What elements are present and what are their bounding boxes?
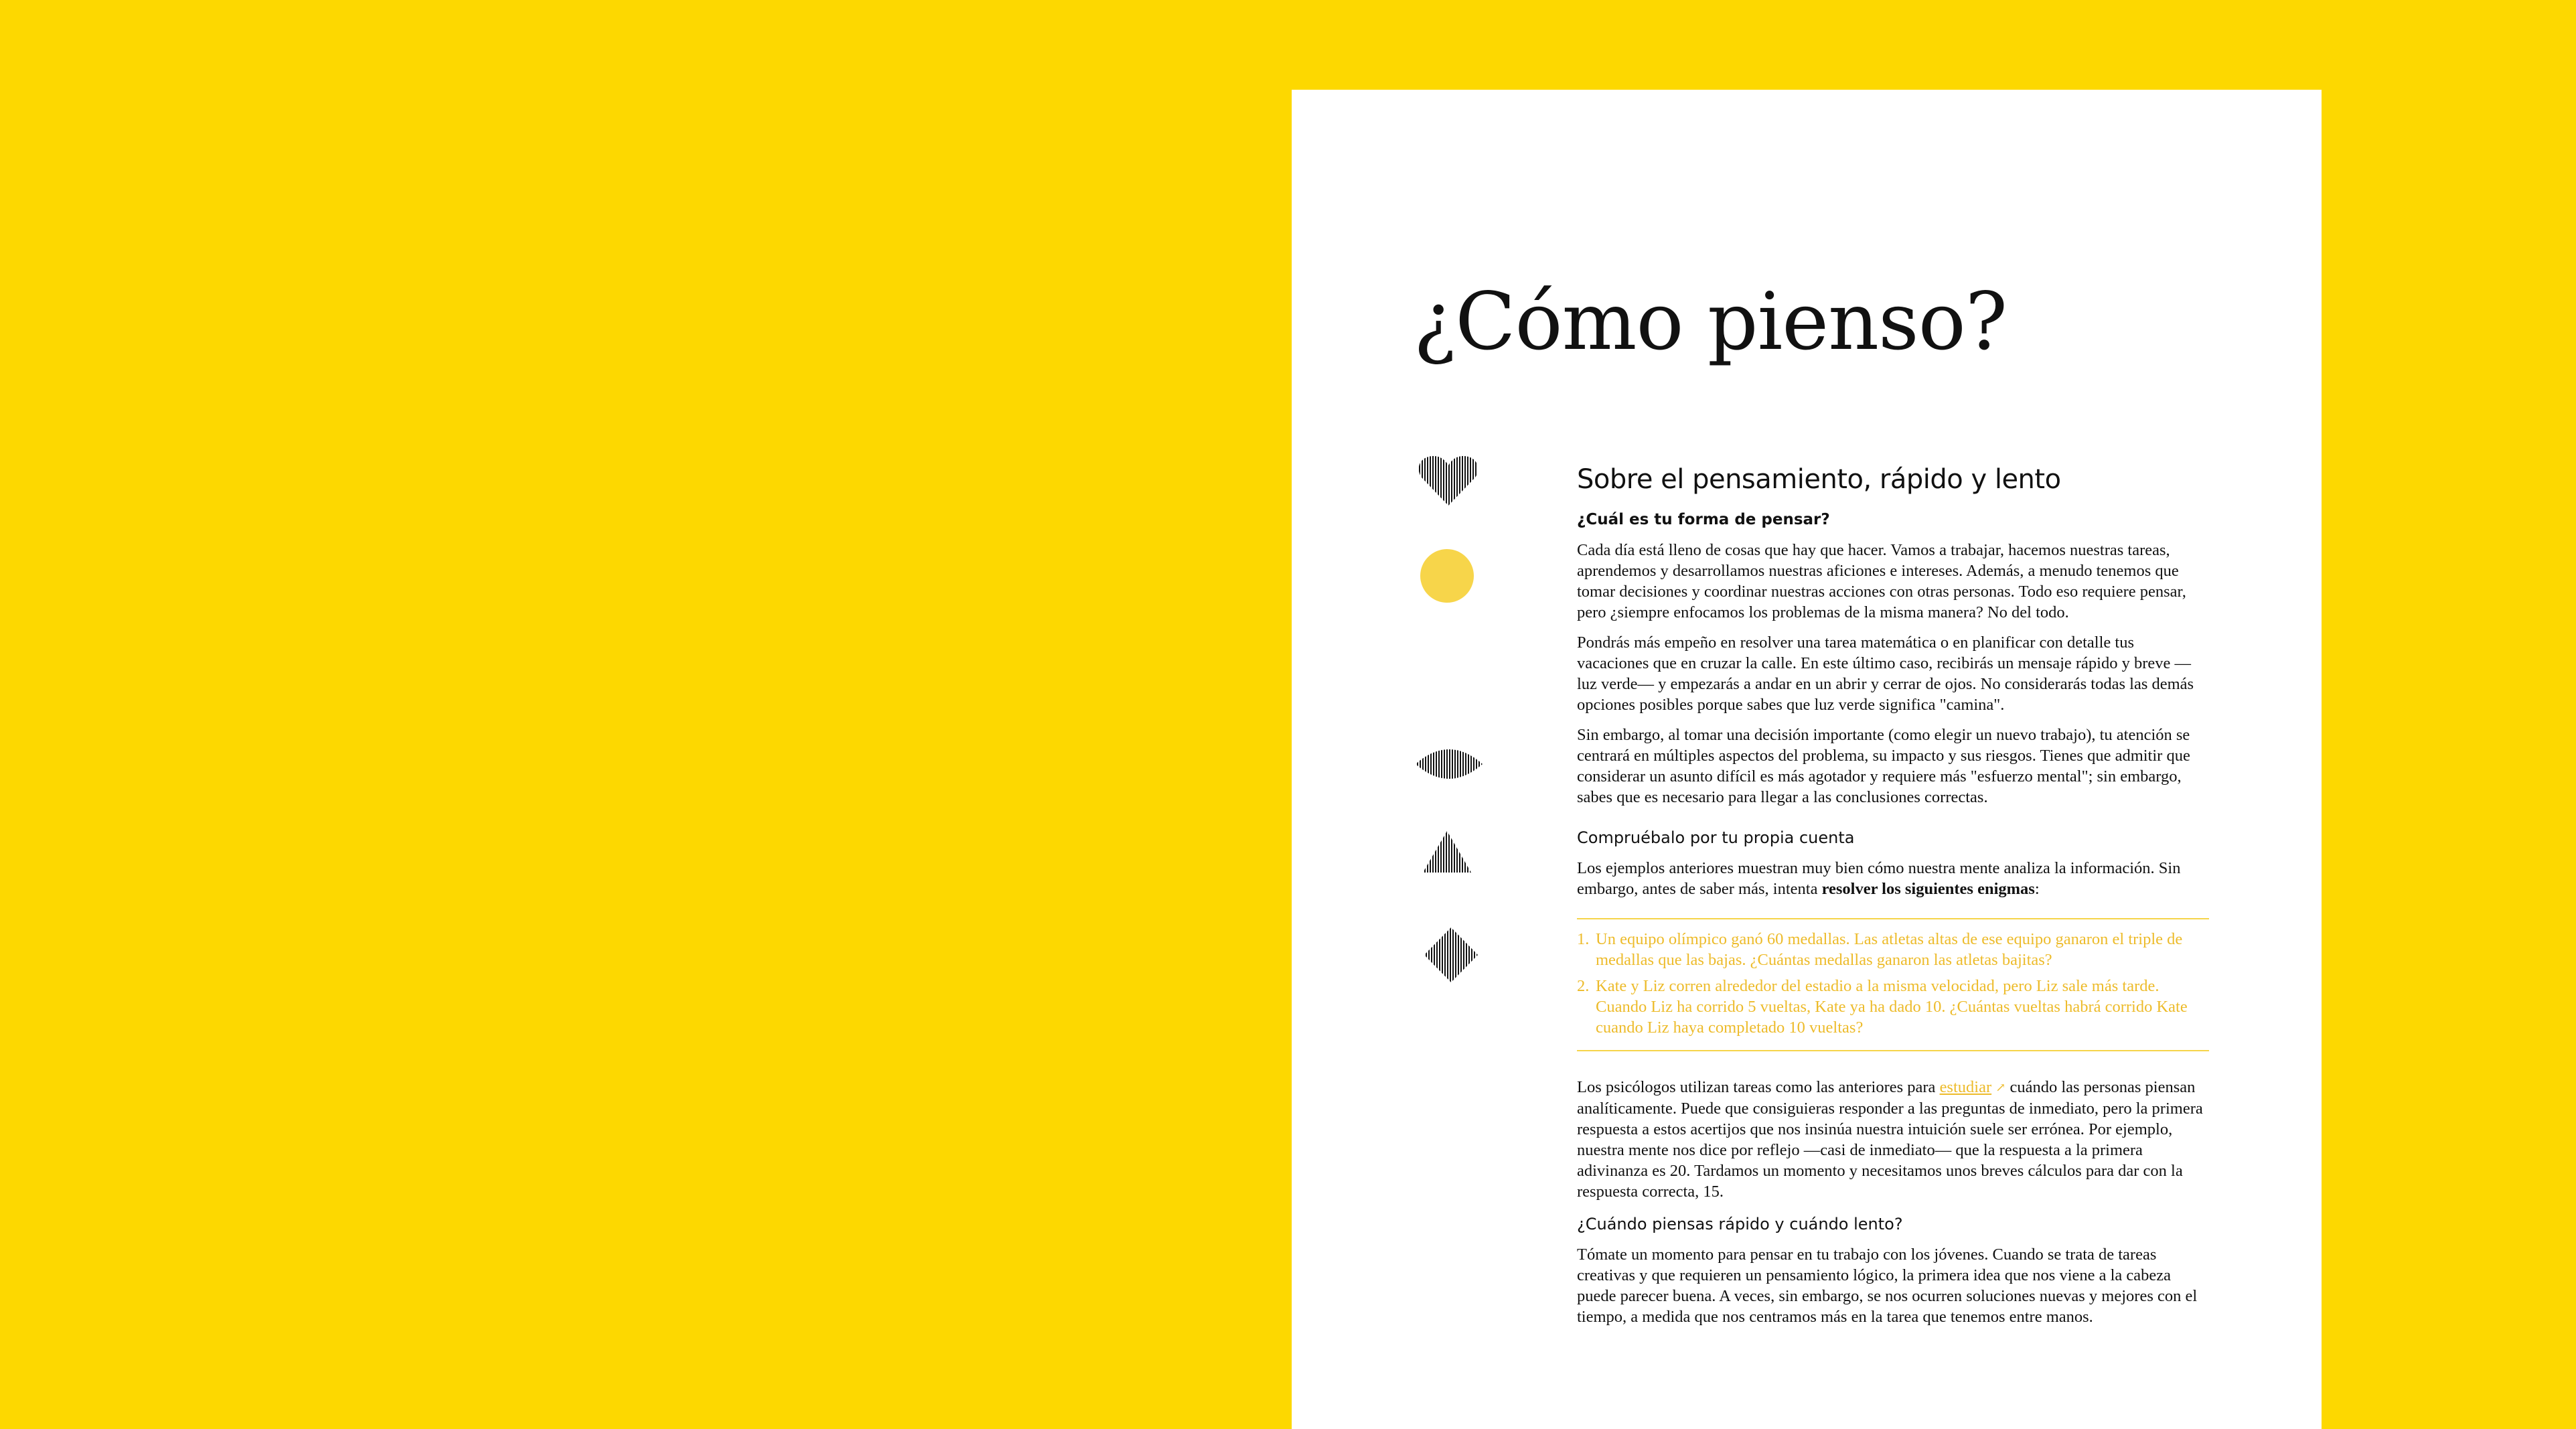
- riddle-text: Un equipo olímpico ganó 60 medallas. Las atletas altas de ese equipo ganaron el triple de medallas que las bajas. ¿Cuántas medallas ganaron las atletas bajitas?: [1596, 930, 2183, 970]
- striped-eye-icon: [1414, 743, 1484, 785]
- external-link-icon[interactable]: ↗: [1995, 1081, 2006, 1095]
- yellow-circle-icon: [1420, 548, 1474, 603]
- riddle-item: [1577, 929, 2209, 970]
- study-link[interactable]: estudiar: [1939, 1078, 1992, 1097]
- psych-text-before: Los psicólogos utilizan tareas como las anteriores para: [1577, 1078, 1940, 1097]
- psychologists-paragraph: [1577, 1077, 2209, 1202]
- psych-text-after: cuándo las personas piensan analíticamente. Puede que consiguieras responder a las preguntas de inmediato, pero la primera respuesta a estos acertijos que nos insinúa nuestra intuición suele ser errónea. Por ejemplo, nuestra mente nos dice por reflejo —casi de inmediato— que la respuesta a la primera adivinanza es 20. Tardamos un momento y necesitamos unos breves cálculos para dar con la respuesta correcta, 15.: [1577, 1078, 2203, 1201]
- check-end: :: [2034, 880, 2040, 899]
- check-paragraph: [1577, 858, 2209, 899]
- riddle-text: Kate y Liz corren alrededor del estadio a la misma velocidad, pero Liz sale más tarde. Cuando Liz ha corrido 5 vueltas, Kate ya ha dado 10. ¿Cuántas vueltas habrá corrido Kate cuando Liz haya completado 10 vueltas?: [1596, 977, 2188, 1037]
- striped-heart-icon: [1419, 455, 1478, 507]
- section-heading: Sobre el pensamiento, rápido y lento: [1577, 464, 2061, 495]
- page-title: ¿Cómo pienso?: [1414, 275, 2007, 368]
- paragraph-2: Pondrás más empeño en resolver una tarea matemática o en planificar con detalle tus vacaciones que en cruzar la calle. En este último caso, recibirás un mensaje rápido y breve —luz verde— y empezarás a andar en un abrir y cerrar de ojos. No considerarás todas las demás opciones posibles porque sabes que luz verde significa "camina".: [1577, 633, 2194, 714]
- when-heading: ¿Cuándo piensas rápido y cuándo lento?: [1577, 1215, 1903, 1234]
- when-paragraph: Tómate un momento para pensar en tu trabajo con los jóvenes. Cuando se trata de tareas creativas y que requieren un pensamiento lógico, la primera idea que nos viene a la cabeza puede parecer buena. A veces, sin embargo, se nos ocurren soluciones nuevas y mejores con el tiempo, a medida que nos centramos más en la tarea que tenemos entre manos.: [1577, 1246, 2198, 1327]
- check-heading: Compruébalo por tu propia cuenta: [1577, 828, 1855, 847]
- riddle-number: 1.: [1577, 930, 1590, 949]
- riddle-list: [1577, 918, 2209, 1051]
- riddle-number: 2.: [1577, 977, 1590, 996]
- check-bold-text: resolver los siguientes enigmas: [1821, 880, 2035, 899]
- document-page: [1292, 90, 2322, 1429]
- check-text: Los ejemplos anteriores muestran muy bien cómo nuestra mente analiza la información. Sin embargo, antes de saber más, intenta: [1577, 859, 2181, 899]
- section-subheading: ¿Cuál es tu forma de pensar?: [1577, 511, 1830, 528]
- paragraph-3: Sin embargo, al tomar una decisión importante (como elegir un nuevo trabajo), tu atención se centrará en múltiples aspectos del problema, su impacto y sus riesgos. Tienes que admitir que considerar un asunto difícil es más agotador y requiere más "esfuerzo mental"; sin embargo, sabes que es necesario para llegar a las conclusiones correctas.: [1577, 725, 2190, 806]
- striped-triangle-icon: [1422, 830, 1472, 874]
- striped-diamond-icon: [1423, 926, 1479, 984]
- riddle-item: [1577, 976, 2209, 1038]
- content-column: [1577, 462, 2209, 1337]
- paragraph-1: Cada día está lleno de cosas que hay que hacer. Vamos a trabajar, hacemos nuestras tareas, aprendemos y desarrollamos nuestras aficiones e intereses. Además, a menudo tenemos que tomar decisiones y coordinar nuestras acciones con otras personas. Todo eso requiere pensar, pero ¿siempre enfocamos los problemas de la misma manera? No del todo.: [1577, 540, 2186, 621]
